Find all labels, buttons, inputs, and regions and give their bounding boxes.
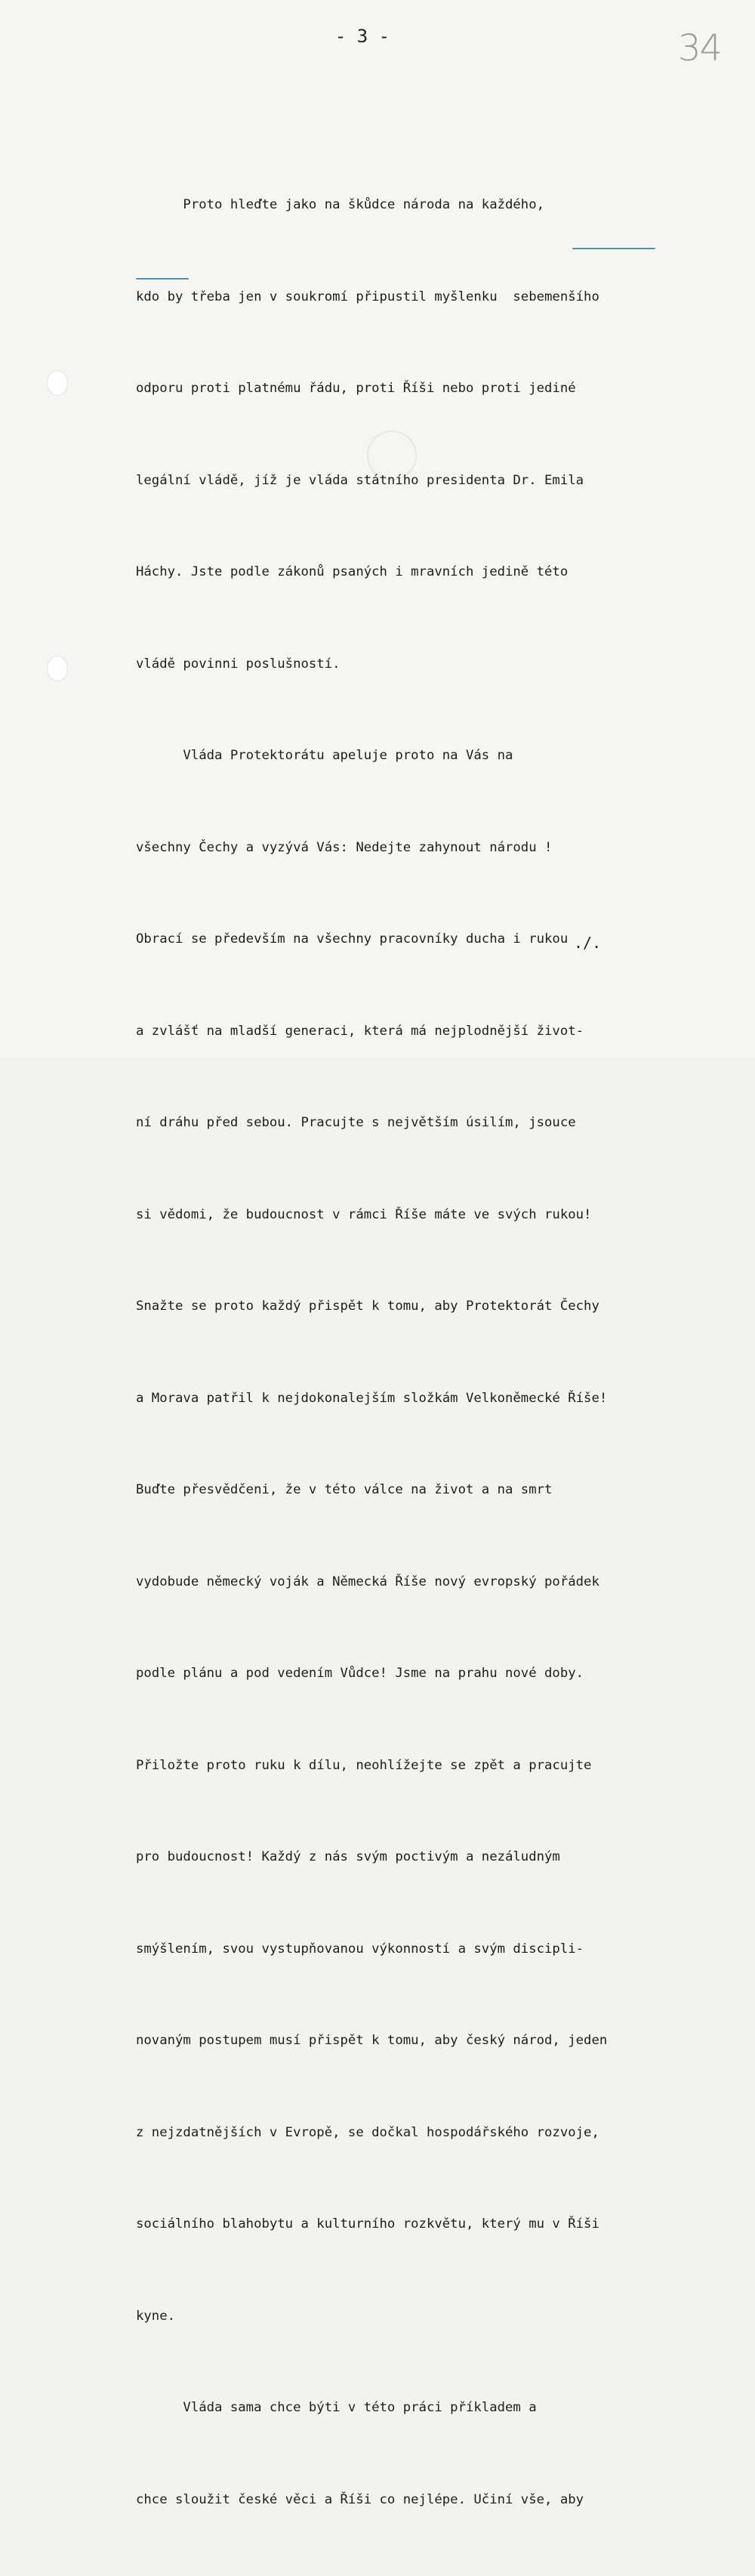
text-line: legální vládě, jíž je vláda státního presidenta Dr. Emila bbox=[136, 472, 584, 488]
punch-hole bbox=[47, 370, 68, 396]
pencil-underline bbox=[136, 278, 189, 280]
text-line: sociálního blahobytu a kulturního rozkvětu, který mu v Říši bbox=[136, 2216, 599, 2232]
text-line: Vláda sama chce býti v této práci příkladem a bbox=[136, 2400, 537, 2415]
text-line: kyne. bbox=[136, 2308, 176, 2324]
page-number: - 3 - bbox=[334, 26, 390, 47]
text-line: si vědomi, že budoucnost v rámci Říše máte ve svých rukou! bbox=[136, 1206, 592, 1222]
text-line: a Morava patřil k nejdokonalejším složkám Velkoněmecké Říše! bbox=[136, 1390, 608, 1406]
text-line: novaným postupem musí přispět k tomu, aby český národ, jeden bbox=[136, 2033, 608, 2048]
punch-hole bbox=[47, 656, 68, 681]
text-line: Vláda Protektorátu apeluje proto na Vás na bbox=[136, 748, 513, 763]
text-line: vládě povinni poslušností. bbox=[136, 656, 341, 672]
text-line: odporu proti platnému řádu, proti Říši nebo proti jediné bbox=[136, 381, 576, 396]
text-line: ní dráhu před sebou. Pracujte s největším úsilím, jsouce bbox=[136, 1115, 576, 1130]
text-line: všechny Čechy a vyzývá Vás: Nedejte zahynout národu ! bbox=[136, 839, 553, 855]
text-line: Buďte přesvědčeni, že v této válce na život a na smrt bbox=[136, 1482, 553, 1497]
archive-number: 34 bbox=[678, 27, 722, 69]
text-line: podle plánu a pod vedením Vůdce! Jsme na prahu nové doby. bbox=[136, 1666, 584, 1681]
text-line: z nejzdatnějších v Evropě, se dočkal hospodářského rozvoje, bbox=[136, 2124, 599, 2140]
text-line: chce sloužit české věci a Říši co nejlépe. Učiní vše, aby bbox=[136, 2491, 584, 2507]
text-line: Háchy. Jste podle zákonů psaných i mravních jedině této bbox=[136, 564, 569, 579]
text-line: a zvlášť na mladší generaci, která má nejplodnější život- bbox=[136, 1023, 584, 1039]
text-line: smýšlením, svou vystupňovanou výkonností a svým discipli- bbox=[136, 1941, 584, 1957]
typed-text bbox=[136, 128, 695, 2576]
text-line: kdo by třeba jen v soukromí připustil myšlenku sebemenšího bbox=[136, 289, 599, 304]
text-line: Proto hleďte jako na škůdce národa na každého, bbox=[136, 197, 545, 212]
text-line: Snažte se proto každý přispět k tomu, aby Protektorát Čechy bbox=[136, 1299, 599, 1314]
text-line: vydobude německý voják a Německá Říše nový evropský pořádek bbox=[136, 1574, 599, 1589]
text-line: Obrací se především na všechny pracovníky ducha i rukou bbox=[136, 931, 569, 947]
pencil-underline bbox=[572, 248, 655, 249]
text-line: Přiložte proto ruku k dílu, neohlížejte se zpět a pracujte bbox=[136, 1757, 592, 1773]
text-line: pro budoucnost! Každý z nás svým poctivým a nezáludným bbox=[136, 1849, 560, 1864]
continuation-mark: ./. bbox=[574, 934, 602, 952]
